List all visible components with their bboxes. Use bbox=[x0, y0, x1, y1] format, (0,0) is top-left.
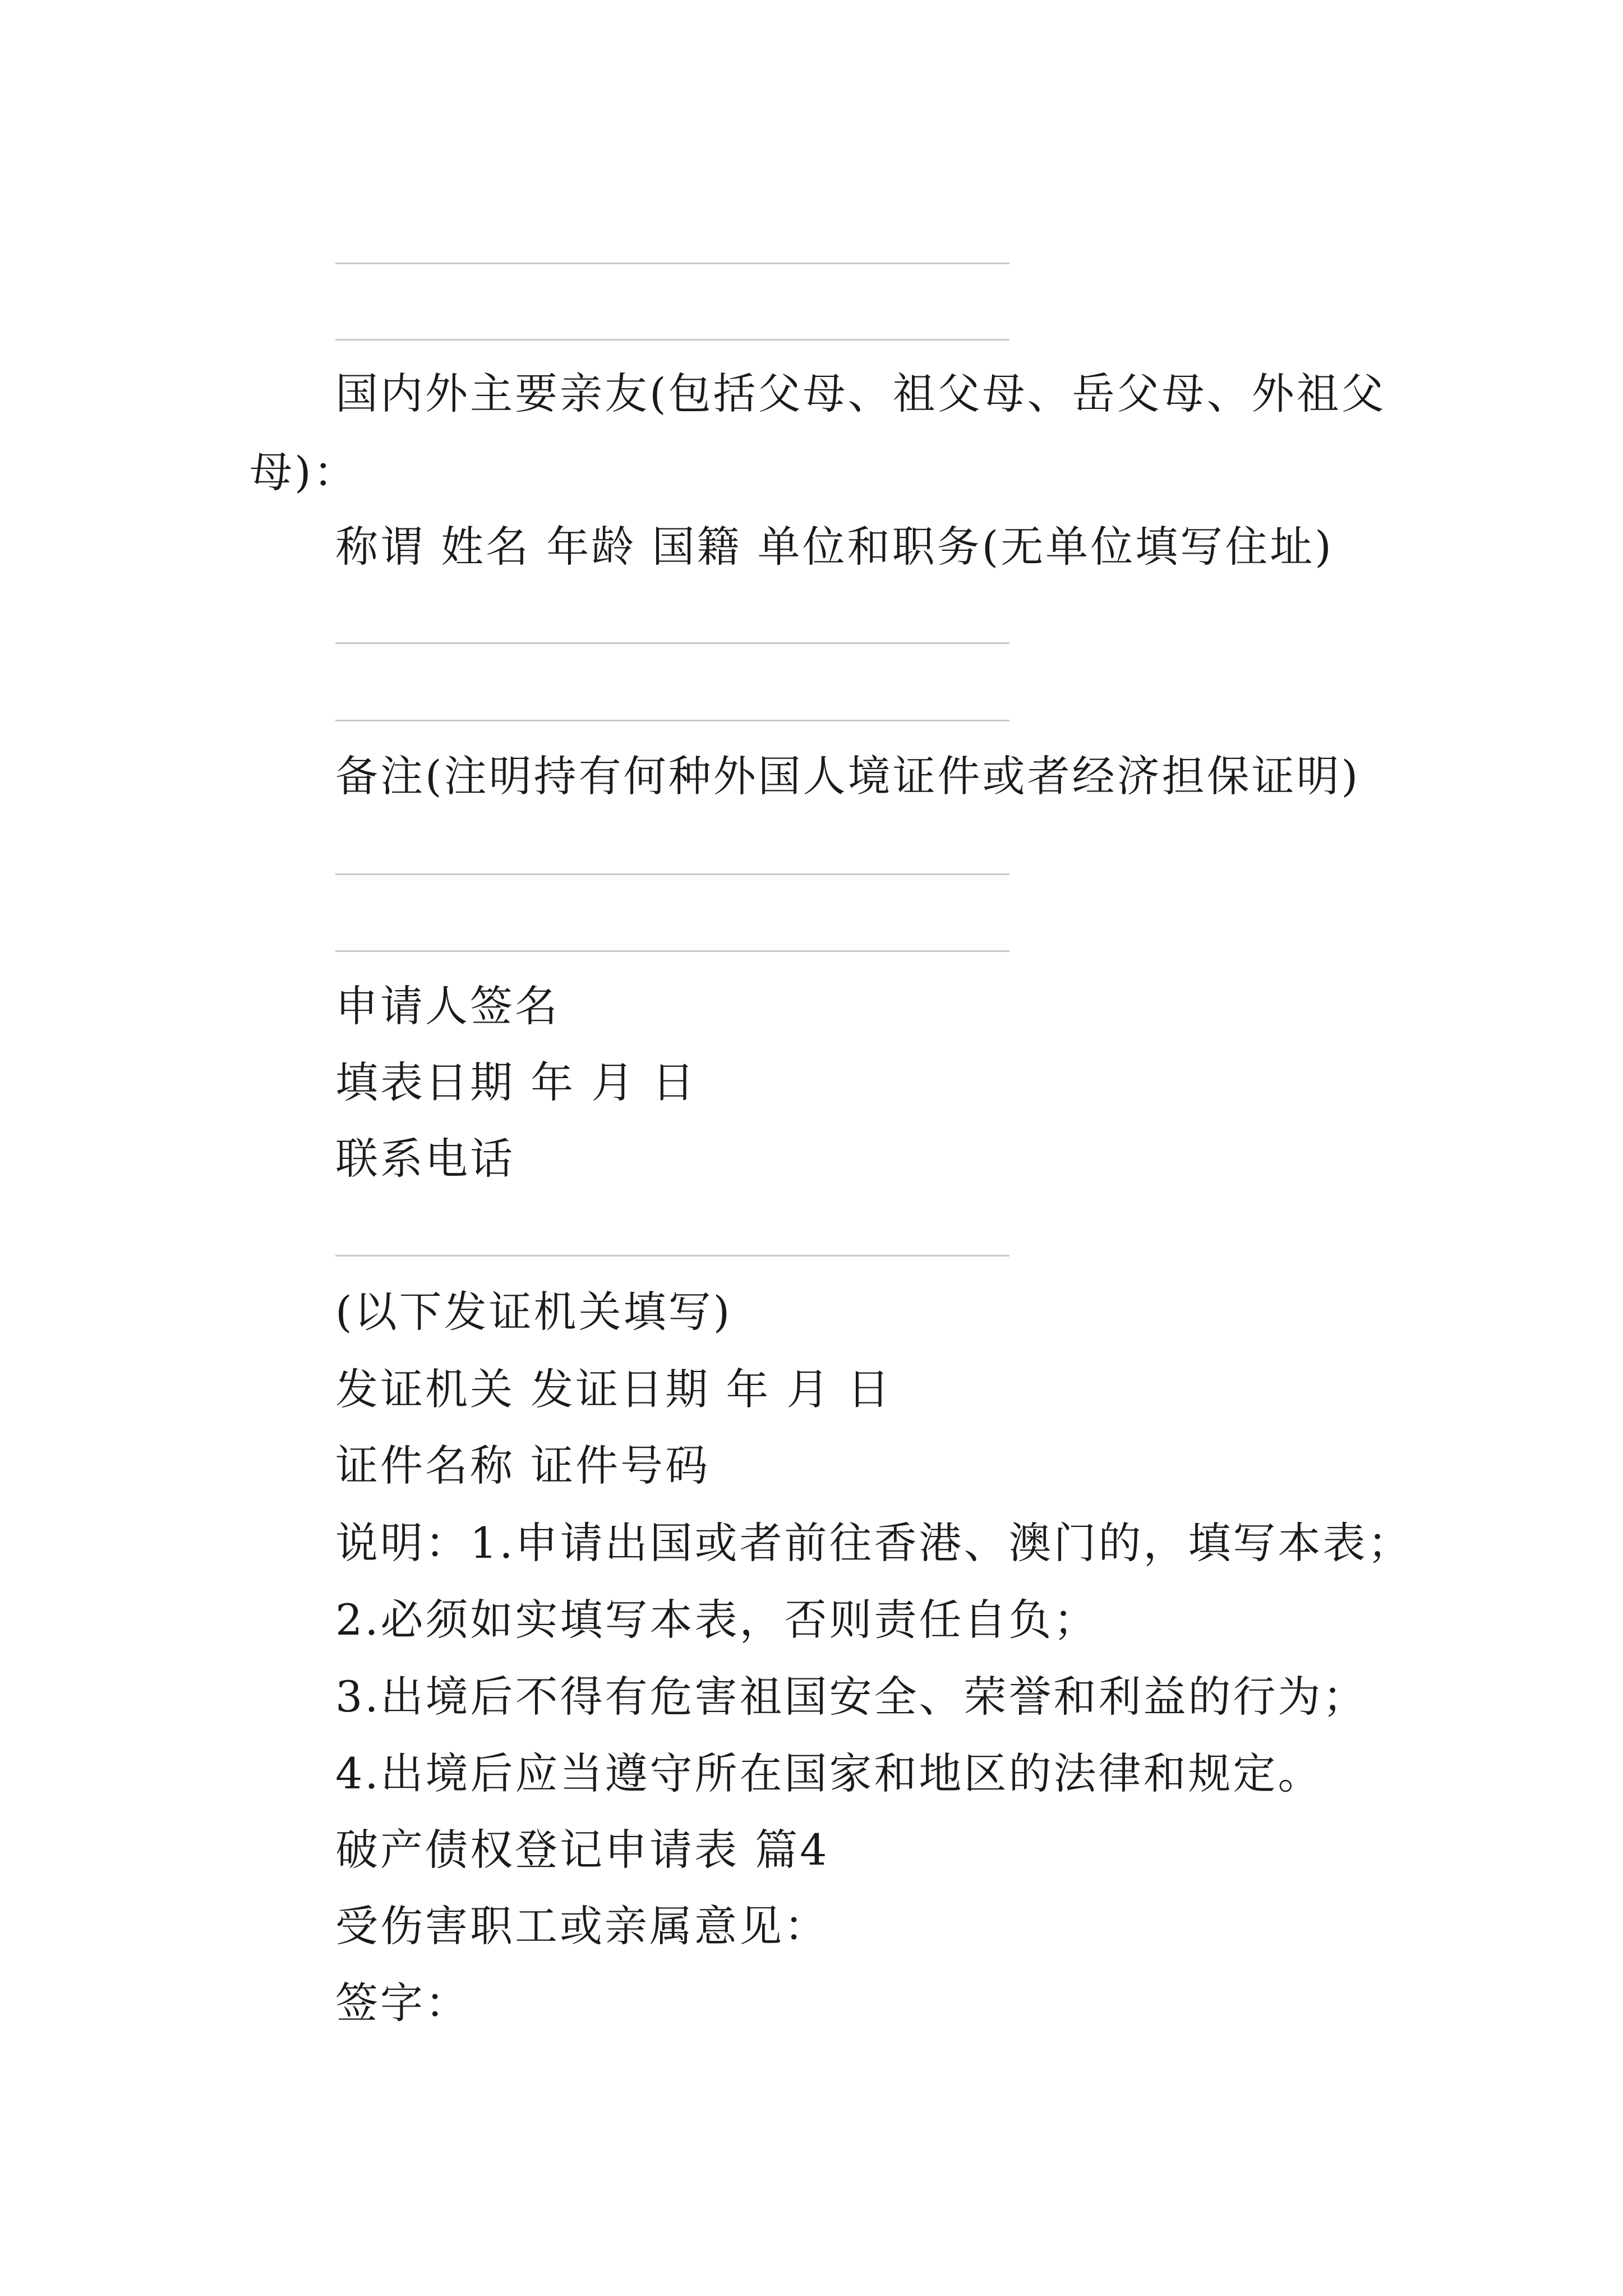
section-title: 破产债权登记申请表 篇4 bbox=[335, 1825, 829, 1875]
remarks-label: 备注(注明持有何种外国人境证件或者经济担保证明) bbox=[335, 751, 1361, 801]
instruction-item-4: 4.出境后应当遵守所在国家和地区的法律和规定。 bbox=[335, 1749, 1323, 1798]
blank-line bbox=[335, 263, 1009, 264]
certificate-info: 证件名称 证件号码 bbox=[335, 1441, 711, 1490]
signature-label: 签字： bbox=[335, 1978, 470, 2028]
authority-note: (以下发证机关填写) bbox=[335, 1287, 732, 1337]
blank-line bbox=[335, 339, 1009, 341]
blank-line bbox=[335, 1255, 1009, 1257]
blank-line bbox=[335, 950, 1009, 952]
relatives-heading-continued: 母)： bbox=[250, 447, 358, 497]
instruction-item-3: 3.出境后不得有危害祖国安全、荣誉和利益的行为； bbox=[335, 1672, 1368, 1722]
instruction-item-2: 2.必须如实填写本表，否则责任自负； bbox=[335, 1595, 1099, 1645]
blank-line bbox=[335, 642, 1009, 644]
opinion-label: 受伤害职工或亲属意见： bbox=[335, 1901, 829, 1951]
blank-line bbox=[335, 720, 1009, 721]
applicant-signature: 申请人签名 bbox=[335, 981, 560, 1031]
fill-date: 填表日期 年 月 日 bbox=[335, 1057, 697, 1107]
relatives-heading: 国内外主要亲友(包括父母、祖父母、岳父母、外祖父 bbox=[335, 369, 1386, 418]
relatives-columns: 称谓 姓名 年龄 国籍 单位和职务(无单位填写住址) bbox=[335, 522, 1334, 572]
contact-phone: 联系电话 bbox=[335, 1134, 515, 1184]
issuing-authority: 发证机关 发证日期 年 月 日 bbox=[335, 1364, 892, 1414]
instruction-item-1: 说明：1.申请出国或者前往香港、澳门的，填写本表； bbox=[335, 1518, 1413, 1568]
blank-line bbox=[335, 873, 1009, 875]
